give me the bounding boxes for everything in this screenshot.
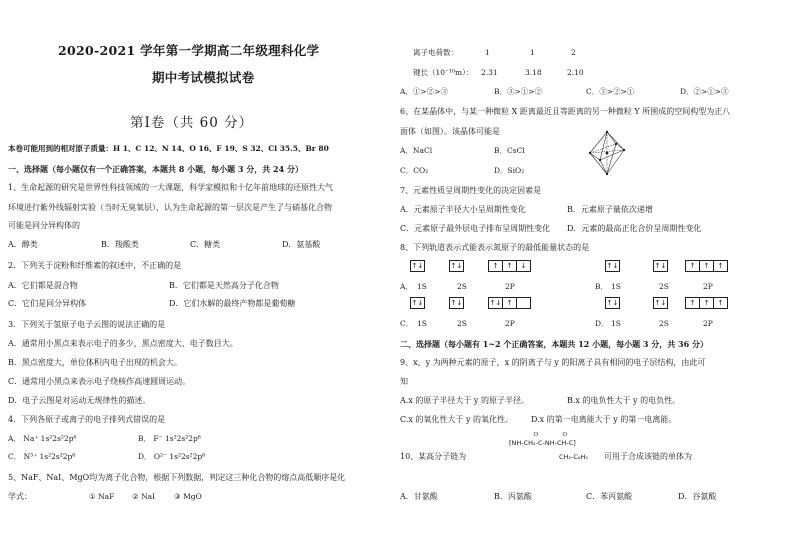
question-8: 8、下列轨道表示式能表示氮原子的最低能量状态的是 — [400, 243, 590, 252]
orbital-c-label: C． — [400, 319, 414, 328]
orbital-d-label: D． — [595, 319, 609, 328]
orbital-a-2s-label: 2S — [457, 282, 467, 291]
question-9-option-a: A.x 的原子半径大于 y 的原子半径。 — [400, 396, 529, 405]
question-4: 4．下列各原子或离子的电子排列式错误的是 — [8, 415, 166, 424]
question-7-option-b: B．元素原子量依次递增 — [567, 205, 653, 214]
question-5-option-d: D．②>①>③ — [680, 87, 729, 96]
question-5-compound-1: ① NaF — [89, 492, 115, 501]
question-3-option-d: D．电子云图是对运动无规律性的描述。 — [8, 396, 151, 405]
question-10-option-c: C．苯丙氨酸 — [586, 492, 633, 501]
question-1-option-c: C．糖类 — [190, 240, 221, 249]
orbital-d-2p: ↑ ↑ ↑ — [685, 297, 728, 309]
question-4-option-a: A． Na⁺ 1s²2s²2p⁶ — [8, 434, 77, 443]
question-3: 3．下列关于氢原子电子云图的说法正确的是 — [8, 320, 166, 329]
question-5-compound-2: ② NaI — [132, 492, 156, 501]
polymer-main-chain: [NH-CH₂-C-NH-CH-C] — [509, 439, 576, 447]
question-4-option-c: C． N³⁺ 1s²2s²2p⁶ — [8, 452, 76, 461]
orbital-b-1s-label: 1S — [611, 282, 621, 291]
orbital-d-1s: ↑↓ — [606, 299, 619, 307]
orbital-a-2p: ↑ ↑ ↓ — [488, 260, 531, 272]
question-1-line-1: 1、生命起源的研究是世界性科技领域的一大课题，科学家模拟和十亿年前地球的还原性大气 — [8, 183, 334, 192]
orbital-d-1s-label: 1S — [611, 319, 621, 328]
question-5-option-b: B．③>①>② — [494, 87, 543, 96]
question-1-option-d: D．氨基酸 — [282, 240, 321, 249]
question-9-option-c: C.x 的氧化性大于 y 的氧化性。 — [400, 415, 514, 424]
question-9-line-2: 知 — [400, 377, 408, 386]
ion-charge-value-2: 1 — [530, 48, 535, 57]
question-2: 2．下列关于淀粉和纤维素的叙述中，不正确的是 — [8, 261, 182, 270]
polymer-side-chain: CH₂-C₆H₅ — [559, 453, 589, 461]
question-6-option-b: B．CsCl — [494, 146, 525, 155]
orbital-a-label: A． — [400, 282, 413, 291]
orbital-d-2p-label: 2P — [703, 319, 713, 328]
orbital-d-2s-label: 2S — [659, 319, 669, 328]
orbital-b-2p-label: 2P — [703, 282, 713, 291]
orbital-c-2p-label: 2P — [505, 319, 515, 328]
orbital-b-2s-label: 2S — [659, 282, 669, 291]
question-1-option-b: B．羧酸类 — [101, 240, 139, 249]
bond-length-value-1: 2.31 — [481, 68, 498, 77]
question-1-line-2: 环境进行紫外线辐射实验（当时无臭氧层），认为生命起源的第一层次是产生了与硝基化合物 — [8, 203, 332, 212]
orbital-a-1s-label: 1S — [417, 282, 427, 291]
question-3-option-b: B．黑点密度大，单位体积内电子出现的机会大。 — [8, 358, 182, 367]
orbital-b-1s: ↑↓ — [606, 262, 619, 270]
question-5-line-2: 学式： — [8, 492, 32, 501]
section-1-heading: 一、选择题（每小题仅有一个正确答案，本题共 8 小题，每小题 3 分，共 24 分） — [8, 164, 303, 174]
question-2-option-d: D．它们水解的最终产物都是葡萄糖 — [169, 299, 296, 308]
ion-charge-value-1: 1 — [485, 48, 490, 57]
orbital-c-2p: ↑↓ ↑ — [488, 297, 531, 309]
question-2-option-a: A．它们都是混合物 — [8, 281, 78, 290]
question-10-prefix: 10、某高分子链为 — [400, 452, 467, 461]
question-9-option-d: D.x 的第一电离能大于 y 的第一电离能。 — [531, 415, 677, 424]
question-5-option-a: A．①>②>③ — [400, 87, 448, 96]
orbital-a-2s: ↑↓ — [450, 262, 463, 270]
question-5-option-c: C．③>②>① — [586, 87, 635, 96]
volume-heading: 第Ⅰ卷（共 60 分） — [130, 115, 254, 131]
section-2-heading: 二、选择题（每小题有 1~2 个正确答案，本题共 12 小题，每小题 3 分，共 36 分） — [400, 339, 708, 349]
orbital-a-1s: ↑↓ — [411, 262, 424, 270]
exam-subtitle: 期中考试模拟试卷 — [152, 70, 255, 85]
bond-length-label: 键长（10⁻¹⁰m）： — [413, 68, 474, 77]
ion-charge-label: 离子电荷数： — [413, 48, 458, 57]
orbital-d-2s: ↑↓ — [654, 299, 667, 307]
question-10-option-a: A．甘氨酸 — [400, 492, 438, 501]
question-4-option-d: D． O²⁻ 1s²2s²2p⁶ — [138, 452, 206, 461]
question-9-option-b: B.x 的电负性大于 y 的电负性。 — [567, 396, 681, 405]
orbital-a-2p-label: 2P — [505, 282, 515, 291]
question-3-option-c: C．通常用小黑点来表示电子绕核作高速圆周运动。 — [8, 377, 191, 386]
question-7-option-c: C．元素原子最外层电子排布呈周期性变化 — [400, 224, 551, 233]
orbital-c-1s: ↑↓ — [411, 299, 424, 307]
bond-length-value-3: 2.10 — [567, 68, 584, 77]
question-1-option-a: A．醇类 — [8, 240, 38, 249]
bond-length-value-2: 3.18 — [525, 68, 542, 77]
ion-charge-value-3: 2 — [571, 48, 576, 57]
atomic-mass-note: 本卷可能用到的相对原子质量：H 1、C 12、N 14、O 16、F 19、S 32、Cl 35.5、Br 80 — [8, 144, 329, 153]
orbital-b-label: B． — [595, 282, 609, 291]
question-5-compound-3: ③ MgO — [174, 492, 202, 501]
question-10-option-d: D．谷氨酸 — [678, 492, 717, 501]
question-7: 7、元素性质呈周期性变化的决定因素是 — [400, 186, 542, 195]
question-6-option-a: A．NaCl — [400, 146, 433, 155]
orbital-c-2s: ↑↓ — [450, 299, 463, 307]
octahedron-diagram — [582, 128, 632, 178]
orbital-b-2s: ↑↓ — [654, 262, 667, 270]
question-10-option-b: B．丙氨酸 — [494, 492, 532, 501]
question-7-option-a: A．元素原子半径大小呈周期性变化 — [400, 205, 526, 214]
exam-title: 2020-2021 学年第一学期高二年级理科化学 — [58, 43, 320, 58]
question-7-option-d: D．元素的最高正化合价呈周期性变化 — [567, 224, 702, 233]
question-4-option-b: B． F⁻ 1s²2s²2p⁶ — [138, 434, 201, 443]
orbital-c-2s-label: 2S — [457, 319, 467, 328]
question-5-line-1: 5、NaF、NaI、MgO均为离子化合物，根据下列数据，判定这三种化合物的熔点高低顺序是化 — [8, 473, 346, 482]
question-6-line-1: 6、在某晶体中，与某一种微粒 X 距离最近且等距离的另一种微粒 Y 所围成的空间构型为正八 — [400, 107, 731, 116]
question-6-line-2: 面体（如图）。该晶体可能是 — [400, 127, 500, 136]
question-6-option-d: D．SiO₂ — [494, 166, 525, 175]
question-2-option-c: C．它们是同分异构体 — [8, 299, 87, 308]
question-9-line-1: 9、x，y 为两种元素的原子，x 的阴离子与 y 的阳离子具有相同的电子层结构，由此可 — [400, 358, 706, 367]
orbital-b-2p: ↑ ↑ ↑ — [685, 260, 728, 272]
orbital-c-1s-label: 1S — [417, 319, 427, 328]
question-3-option-a: A．通常用小黑点来表示电子的多少，黑点密度大，电子数目大。 — [8, 339, 238, 348]
question-2-option-b: B．它们都是天然高分子化合物 — [169, 281, 279, 290]
question-6-option-c: C．CO₂ — [400, 166, 429, 175]
polymer-carbonyl-marks: O O — [509, 432, 567, 438]
question-1-line-3: 可能是同分异构体的 — [8, 221, 80, 230]
question-10-suffix: 可用于合成该链的单体为 — [604, 452, 692, 461]
